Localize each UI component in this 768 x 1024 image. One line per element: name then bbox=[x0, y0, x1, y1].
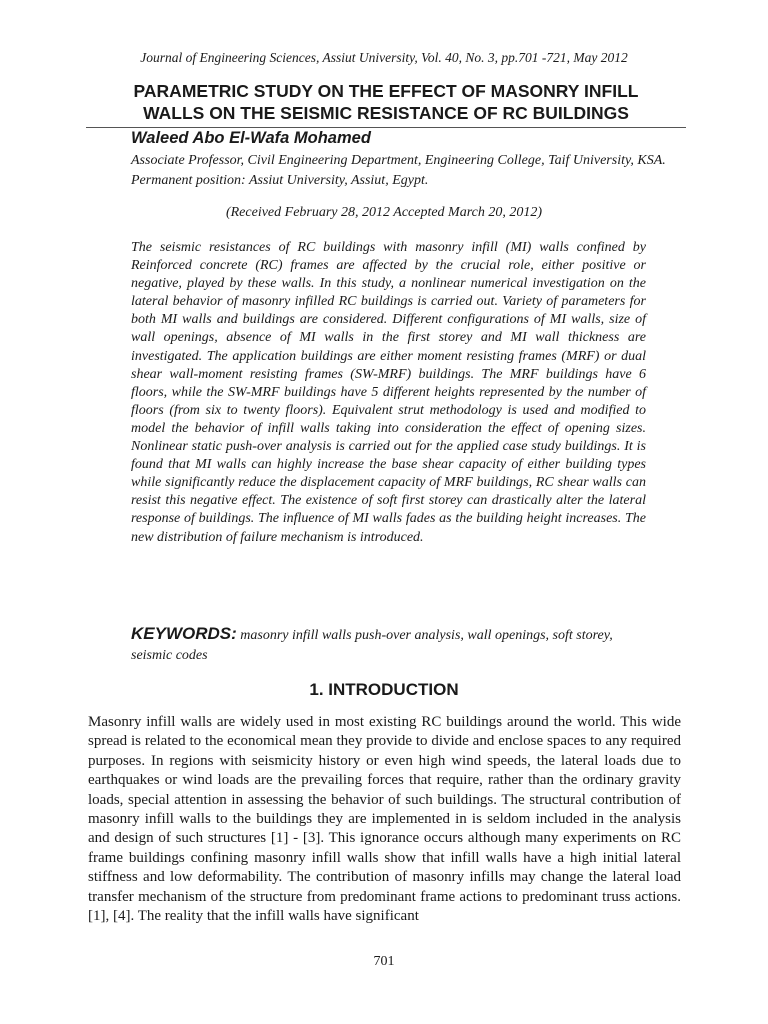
paper-title bbox=[86, 80, 686, 124]
keywords-text: masonry infill walls push-over analysis, wall openings, soft storey, seismic codes bbox=[131, 628, 613, 663]
introduction-paragraph: Masonry infill walls are widely used in most existing RC buildings around the world. This wide spread is related to the economical mean they provide to divide and enclose spaces to any required purposes. In regions with seismicity history or even high wind speeds, the lateral loads due to earthquakes or wind loads are the prevailing forces that require, rather than the ordinary gravity loads, special attention in assessing the behavior of such buildings. The structural contribution of masonry infill walls to the buildings they are implemented in is seldom included in the analysis and design of such structures [1] - [3]. This ignorance occurs although many experiments on RC frame buildings confining masonry infill walls show that infill walls have a high initial lateral stiffness and low deformability. The contribution of masonry infills may change the lateral load transfer mechanism of the structure from predominant frame actions to predominant truss actions. [1], [4]. The reality that the infill walls have significant bbox=[88, 714, 681, 925]
title-divider bbox=[86, 127, 686, 128]
section-heading-introduction: 1. INTRODUCTION bbox=[309, 680, 459, 699]
abstract: The seismic resistances of RC buildings with masonry infill (MI) walls confined by Reinforced concrete (RC) frames are affected by the crucial role, either positive or negative, played by these walls. In this study, a nonlinear numerical investigation on the lateral behavior of masonry infilled RC buildings is carried out. Variety of parameters for both MI walls and buildings are considered. Different configurations of MI walls, size of wall openings, absence of MI walls in the first storey and MI wall thickness are investigated. The application buildings are either moment resisting frames (MRF) or dual shear wall-moment resisting frames (SW-MRF) buildings. The MRF buildings have 6 floors, while the SW-MRF buildings have 5 different heights represented by the number of floors (from six to twenty floors). Equivalent strut methodology is used and modified to model the behavior of infill walls taking into consideration the effect of opening sizes. Nonlinear static push-over analysis is carried out for the applied case study buildings. It is found that MI walls can highly increase the base shear capacity of either building types while significantly reduce the displacement capacity of MRF buildings, RC shear walls can resist this negative effect. The existence of soft first storey can drastically alter the lateral response of buildings. The influence of MI walls fades as the building height increases. The new distribution of failure mechanism is introduced. bbox=[131, 240, 646, 545]
keywords bbox=[131, 624, 651, 666]
author-affiliation: Associate Professor, Civil Engineering Department, Engineering College, Taif University, KSA. Permanent position: Assiut University, Assiut, Egypt. bbox=[131, 153, 666, 188]
journal-header: Journal of Engineering Sciences, Assiut University, Vol. 40, No. 3, pp.701 -721, May 2012 bbox=[140, 50, 628, 65]
received-dates: (Received February 28, 2012 Accepted March 20, 2012) bbox=[225, 205, 543, 220]
author-name: Waleed Abo El-Wafa Mohamed bbox=[131, 129, 371, 147]
keywords-label: KEYWORDS: bbox=[131, 624, 237, 643]
title-line-2: WALLS ON THE SEISMIC RESISTANCE OF RC BUILDINGS bbox=[143, 103, 629, 123]
page-number: 701 bbox=[373, 954, 395, 969]
title-line-1: PARAMETRIC STUDY ON THE EFFECT OF MASONRY INFILL bbox=[133, 81, 639, 101]
